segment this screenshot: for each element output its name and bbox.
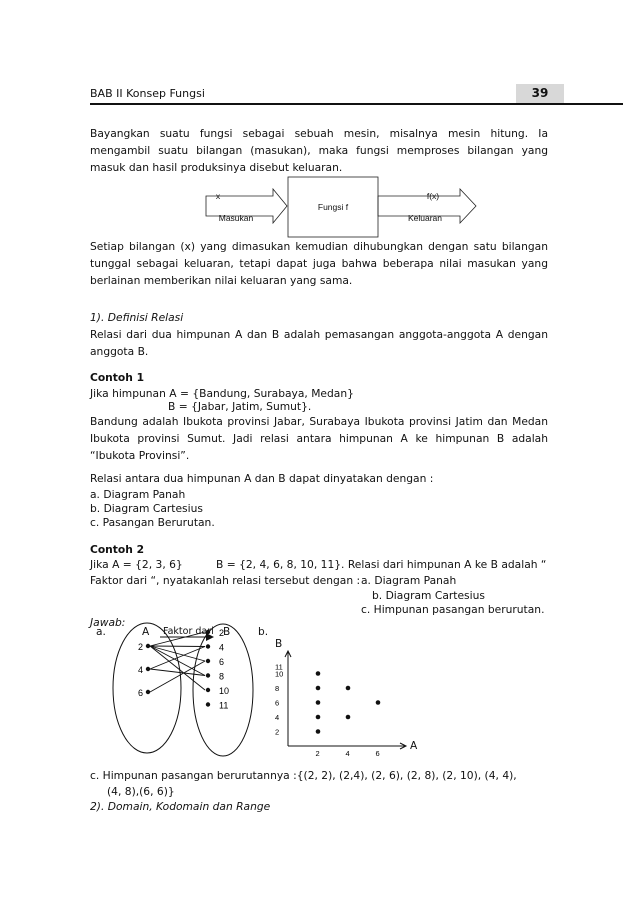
y-tick-label: 8	[275, 684, 280, 693]
set-b-dot	[206, 673, 210, 677]
set-b-dot	[206, 702, 210, 706]
scatter-point	[316, 729, 321, 734]
x-tick-label: 6	[375, 749, 380, 758]
relation-label: Faktor dari	[163, 626, 214, 637]
method-c: c. Pasangan Berurutan.	[90, 516, 215, 529]
scatter-point	[316, 715, 321, 720]
jawab-label: Jawab:	[90, 616, 126, 629]
relation-arrow	[150, 669, 205, 676]
y-tick-label: 6	[275, 698, 280, 708]
chapter-header: BAB II Konsep Fungsi	[90, 87, 205, 100]
set-b-element: 11	[219, 700, 229, 711]
input-var: x	[215, 191, 221, 201]
section-1-heading: 1). Definisi Relasi	[90, 311, 184, 324]
relation-arrow	[150, 646, 205, 676]
set-a-element: 2	[138, 642, 144, 652]
section-2-heading: 2). Domain, Kodomain dan Range	[90, 800, 271, 813]
x-tick-label: 4	[345, 749, 350, 758]
part-a-label: a.	[96, 626, 106, 638]
contoh-1-text: Bandung adalah Ibukota provinsi Jabar, Surabaya Ibukota provinsi Jatim dan Medan Ibukota provinsi Sumut. Jadi relasi antara himpunan A ke himpunan B adalah “Ibukota Provinsi”.	[90, 415, 548, 462]
contoh-2-title: Contoh 2	[90, 543, 145, 556]
function-box-label: Fungsi f	[317, 202, 349, 212]
contoh-1-title: Contoh 1	[90, 371, 145, 384]
y-tick-label: 11	[275, 662, 283, 672]
y-tick-label: 4	[275, 713, 280, 722]
output-var: f(x)	[426, 191, 440, 201]
contoh-2-option-a: a. Diagram Panah	[361, 574, 457, 587]
input-label: Masukan	[218, 213, 254, 223]
contoh-2-line-1a: Jika A = {2, 3, 6}	[90, 558, 183, 571]
paragraph-2: Setiap bilangan (x) yang dimasukan kemudian dihubungkan dengan satu bilangan tunggal sebagai keluaran, tetapi dapat juga bahwa beberapa nilai masukan yang berlainan memberikan nilai keluaran yang sama.	[90, 240, 548, 287]
y-tick-label: 2	[275, 727, 280, 737]
contoh-1-line-2: B = {Jabar, Jatim, Sumut}.	[168, 400, 312, 413]
set-a-name: A	[142, 626, 150, 638]
relation-arrow	[150, 646, 205, 647]
part-b-label: b.	[258, 626, 269, 638]
contoh-2-option-b: b. Diagram Cartesius	[372, 589, 485, 602]
scatter-point	[316, 700, 321, 705]
set-a-element: 6	[138, 688, 144, 698]
contoh-2-option-c: c. Himpunan pasangan berurutan.	[361, 603, 545, 616]
pairs-line-2: (4, 8),(6, 6)}	[107, 785, 175, 798]
y-tick-label: 10	[275, 669, 284, 679]
set-a-dot	[146, 690, 150, 694]
output-label: Keluaran	[407, 213, 443, 223]
x-tick-label: 2	[315, 749, 320, 758]
contoh-2-line-2: Faktor dari “, nyatakanlah relasi tersebut dengan :	[90, 574, 361, 587]
cartesius-x-label: A	[410, 740, 418, 752]
relasi-intro: Relasi antara dua himpunan A dan B dapat dinyatakan dengan :	[90, 472, 434, 485]
set-a-dot	[146, 667, 150, 671]
set-b-element: 8	[219, 671, 225, 682]
relation-arrow	[150, 646, 205, 690]
page-number: 39	[516, 84, 564, 103]
set-b-dot	[206, 659, 210, 663]
contoh-2-line-1b: B = {2, 4, 6, 8, 10, 11}. Relasi dari himpunan A ke B adalah “	[216, 558, 547, 571]
set-b-dot	[206, 688, 210, 692]
set-a-dot	[146, 644, 150, 648]
set-a-element: 4	[138, 665, 144, 675]
set-b-dot	[206, 644, 210, 648]
cartesius-y-label: B	[275, 638, 283, 650]
contoh-1-line-1: Jika himpunan A = {Bandung, Surabaya, Medan}	[90, 387, 354, 400]
set-b-element: 6	[219, 657, 225, 667]
set-b-element: 2	[219, 628, 225, 638]
method-a: a. Diagram Panah	[90, 488, 186, 501]
section-1-text: Relasi dari dua himpunan A dan B adalah pemasangan anggota-anggota A dengan anggota B.	[90, 328, 548, 358]
method-b: b. Diagram Cartesius	[90, 502, 203, 515]
scatter-point	[316, 671, 321, 676]
scatter-point	[346, 686, 351, 691]
set-a-ellipse	[113, 623, 181, 753]
set-b-name: B	[223, 626, 231, 638]
pairs-line-1: c. Himpunan pasangan berurutannya :{(2, 2), (2,4), (2, 6), (2, 8), (2, 10), (4, 4),	[90, 769, 517, 782]
scatter-point	[316, 686, 321, 691]
intro-paragraph: Bayangkan suatu fungsi sebagai sebuah mesin, misalnya mesin hitung. Ia mengambil suatu bilangan (masukan), maka fungsi memproses bilangan yang masuk dan hasil produksinya disebut keluaran.	[90, 127, 548, 174]
scatter-point	[346, 715, 351, 720]
scatter-point	[376, 700, 381, 705]
set-b-element: 4	[219, 642, 225, 653]
set-b-element: 10	[219, 686, 230, 696]
